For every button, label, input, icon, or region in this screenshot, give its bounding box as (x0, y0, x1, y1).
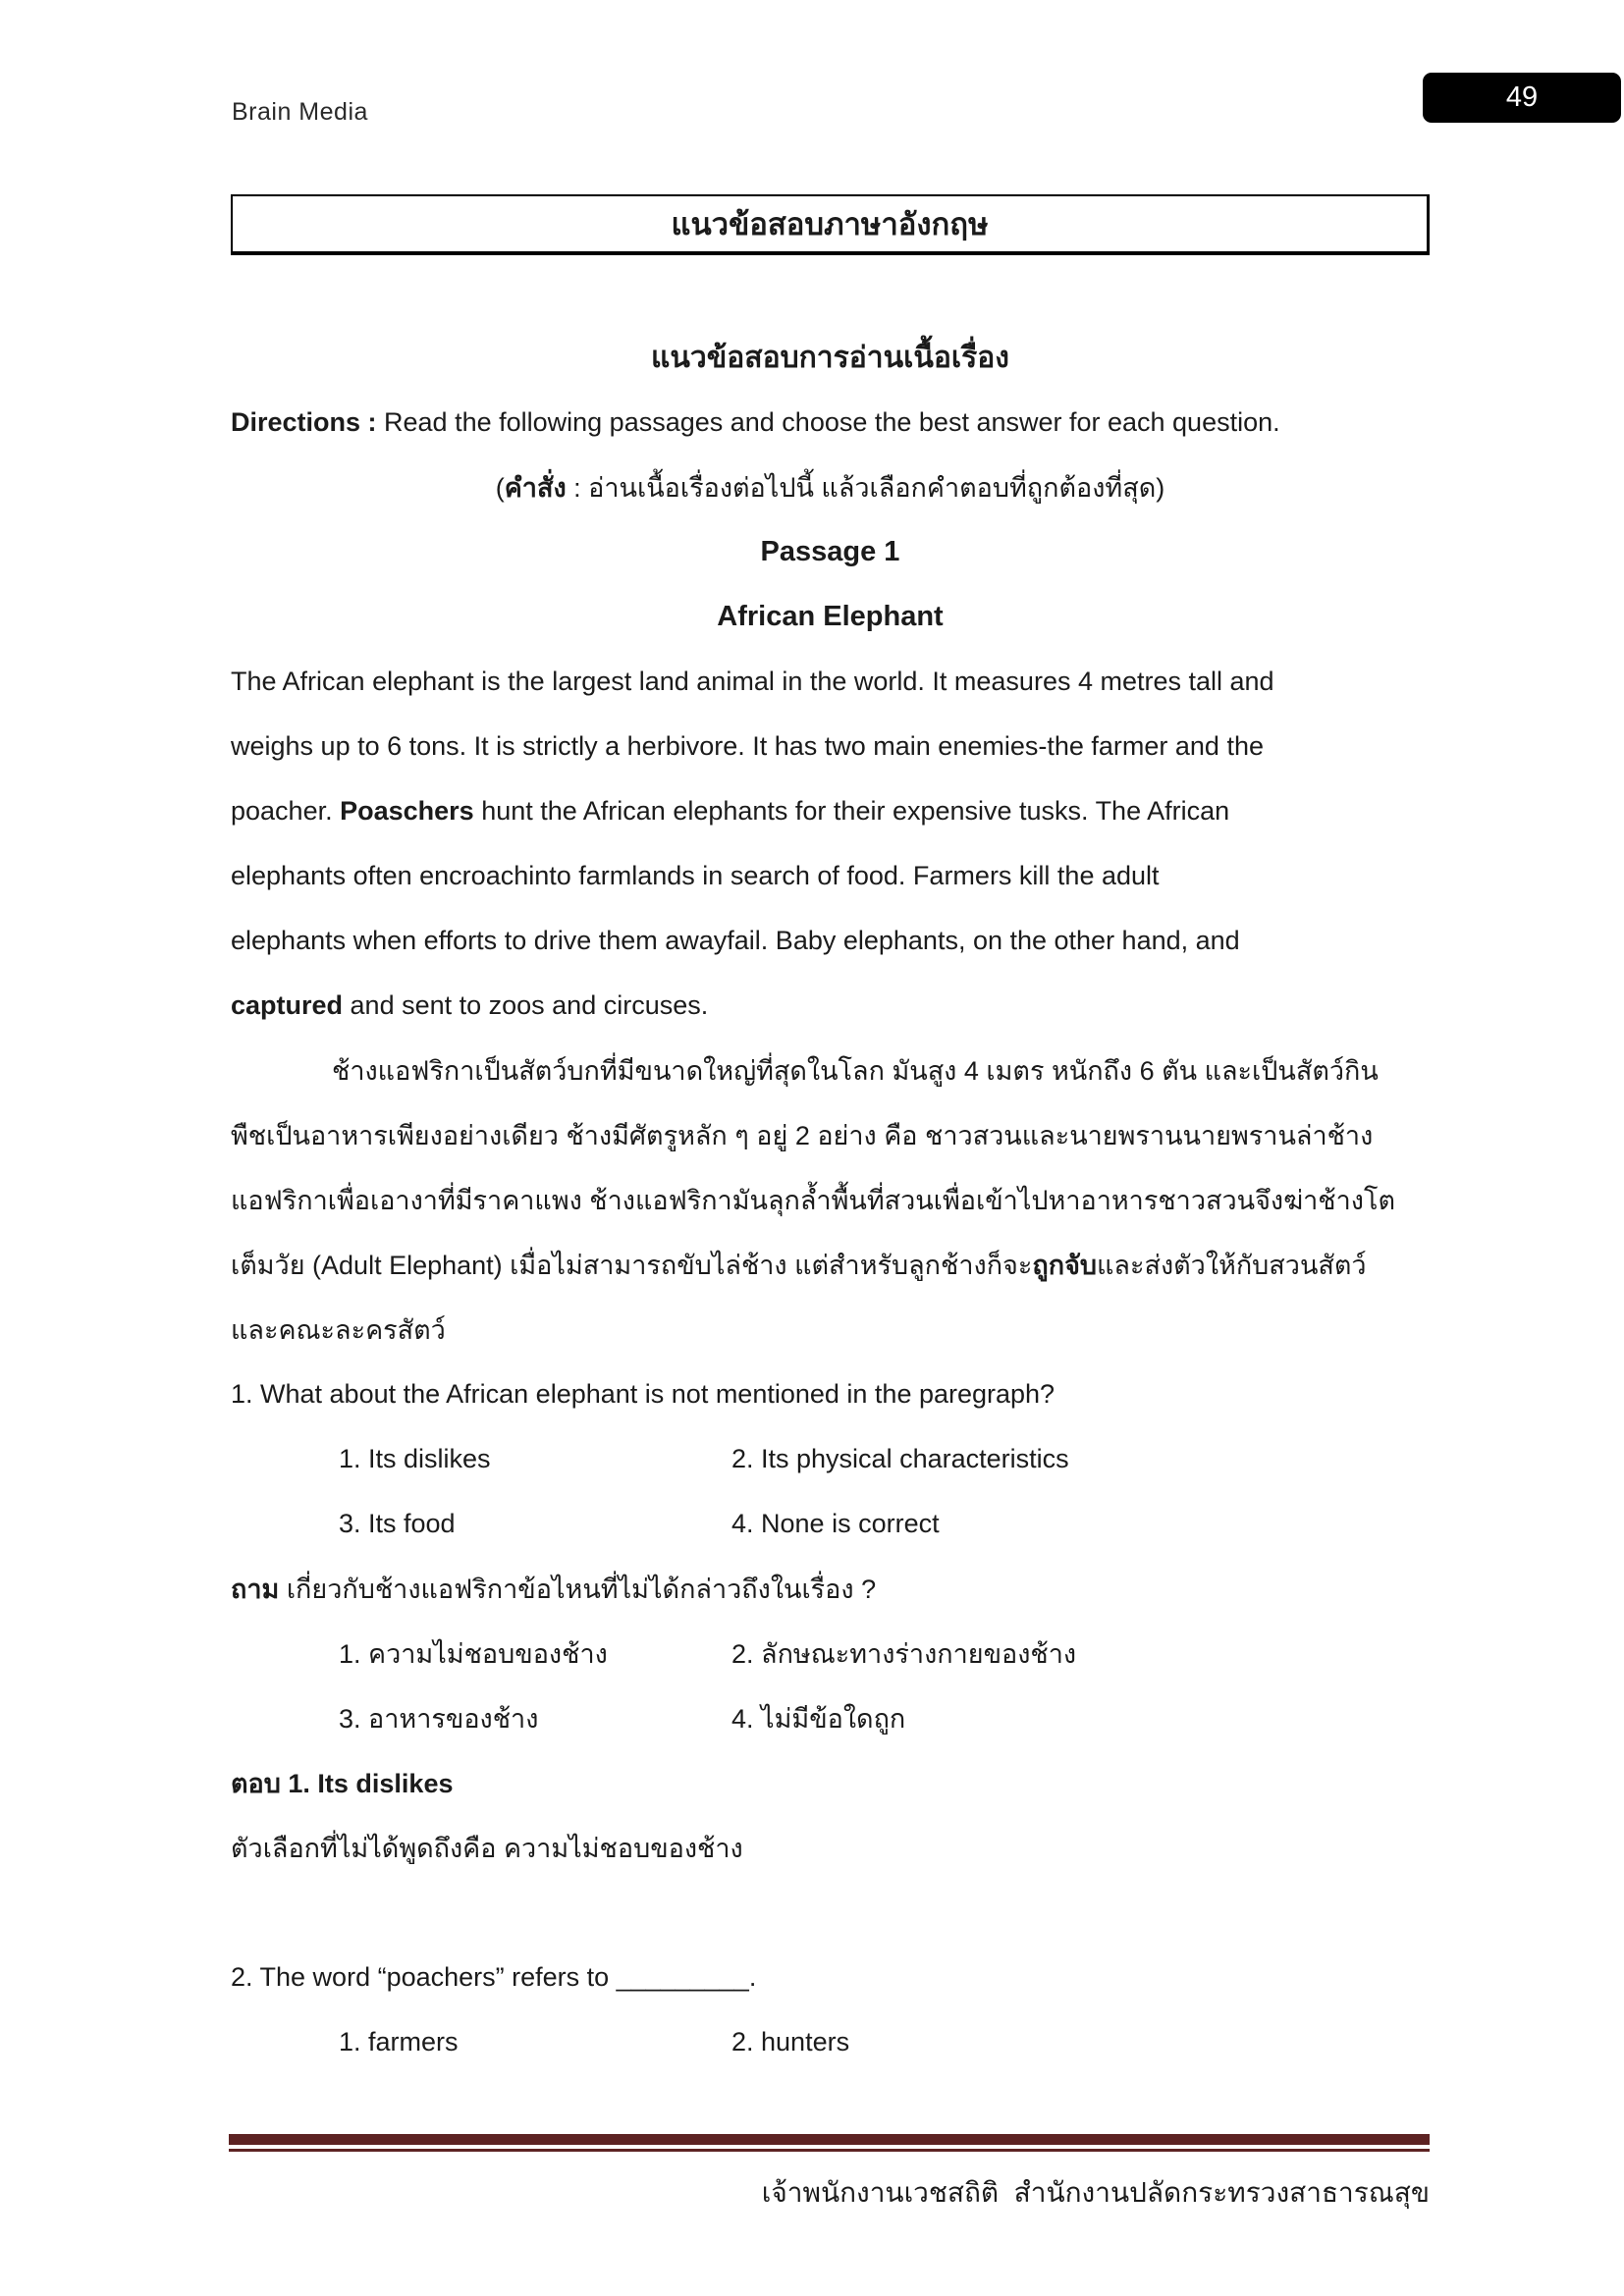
passage-en-line: weighs up to 6 tons. It is strictly a herbivore. It has two main enemies-the farmer and the (231, 730, 1264, 761)
option-left: 1. farmers (339, 2026, 459, 2056)
option-right: 2. hunters (731, 2026, 850, 2056)
footer-rule-thick (229, 2134, 1430, 2145)
passage-en-line: poacher. Poaschers hunt the African elephants for their expensive tusks. The African (231, 795, 1230, 826)
answer-line: ตอบ 1. Its dislikes (231, 1768, 454, 1798)
q1-options-row-2 (231, 1491, 1430, 1556)
option-left: 1. ความไม่ชอบของช้าง (339, 1638, 608, 1669)
exam-title-box (231, 194, 1430, 255)
passage-th-line: และคณะละครสัตว์ (231, 1314, 446, 1345)
passage-number: Passage 1 (760, 535, 900, 567)
passage-en-line: captured and sent to zoos and circuses. (231, 989, 709, 1020)
page-number-badge (1423, 73, 1621, 123)
thai-question: ถาม เกี่ยวกับช้างแอฟริกาข้อไหนที่ไม่ได้กล่าวถึงในเรื่อง ? (231, 1574, 877, 1604)
q2-options-row-1 (231, 2009, 1430, 2074)
option-left: 3. Its food (339, 1508, 456, 1538)
footer-credit: เจ้าพนักงานเวชสถิติ สำนักงานปลัดกระทรวงสาธารณสุข (761, 2177, 1430, 2208)
footer-rule-thin (229, 2149, 1430, 2152)
passage-th-line: ช้างแอฟริกาเป็นสัตว์บกที่มีขนาดใหญ่ที่สุดในโลก มันสูง 4 เมตร หนักถึง 6 ตัน และเป็นสัตว์กิน (332, 1055, 1379, 1086)
passage-th-line: เต็มวัย (Adult Elephant) เมื่อไม่สามารถขับไล่ช้าง แต่สำหรับลูกช้างก็จะถูกจับและส่งตัวให้กับสวนสัตว์ (231, 1250, 1367, 1280)
passage-title: African Elephant (717, 600, 944, 632)
passage-en-line: The African elephant is the largest land animal in the world. It measures 4 metres tall and (231, 666, 1274, 696)
option-right: 2. Its physical characteristics (731, 1443, 1069, 1473)
directions-line: Directions : Read the following passages and choose the best answer for each question. (231, 406, 1280, 437)
option-right: 4. ไม่มีข้อใดถูก (731, 1703, 906, 1734)
header-brand: Brain Media (232, 98, 368, 126)
question-2: 2. The word “poachers” refers to _________. (231, 1961, 757, 1992)
option-left: 3. อาหารของช้าง (339, 1703, 539, 1734)
option-right: 4. None is correct (731, 1508, 940, 1538)
passage-en-line: elephants often encroachinto farmlands in search of food. Farmers kill the adult (231, 860, 1160, 890)
exam-title: แนวข้อสอบภาษาอังกฤษ (671, 207, 989, 241)
blank-line (231, 1880, 1430, 1945)
answer-explanation: ตัวเลือกที่ไม่ได้พูดถึงคือ ความไม่ชอบของช้าง (231, 1833, 743, 1863)
thai-instruction: (คำสั่ง : อ่านเนื้อเรื่องต่อไปนี้ แล้วเลือกคำตอบที่ถูกต้องที่สุด) (495, 472, 1165, 503)
q1-thai-options-row-1 (231, 1621, 1430, 1685)
q1-thai-options-row-2 (231, 1685, 1430, 1750)
question-1: 1. What about the African elephant is not mentioned in the paregraph? (231, 1378, 1056, 1409)
option-right: 2. ลักษณะทางร่างกายของช้าง (731, 1638, 1077, 1669)
option-left: 1. Its dislikes (339, 1443, 491, 1473)
passage-en-line: elephants when efforts to drive them awayfail. Baby elephants, on the other hand, and (231, 925, 1240, 955)
content (231, 325, 1430, 2074)
reading-section-heading: แนวข้อสอบการอ่านเนื้อเรื่อง (651, 341, 1009, 374)
passage-th-line: พืชเป็นอาหารเพียงอย่างเดียว ช้างมีศัตรูหลัก ๆ อยู่ 2 อย่าง คือ ชาวสวนและนายพรานนายพรานล่าช้าง (231, 1120, 1374, 1150)
q1-options-row-1 (231, 1426, 1430, 1491)
passage-th-line: แอฟริกาเพื่อเอางาที่มีราคาแพง ช้างแอฟริกามันลุกล้ำพื้นที่สวนเพื่อเข้าไปหาอาหารชาวสวนจึงฆ่าช้างโต (231, 1185, 1395, 1215)
page-number: 49 (1505, 81, 1539, 113)
